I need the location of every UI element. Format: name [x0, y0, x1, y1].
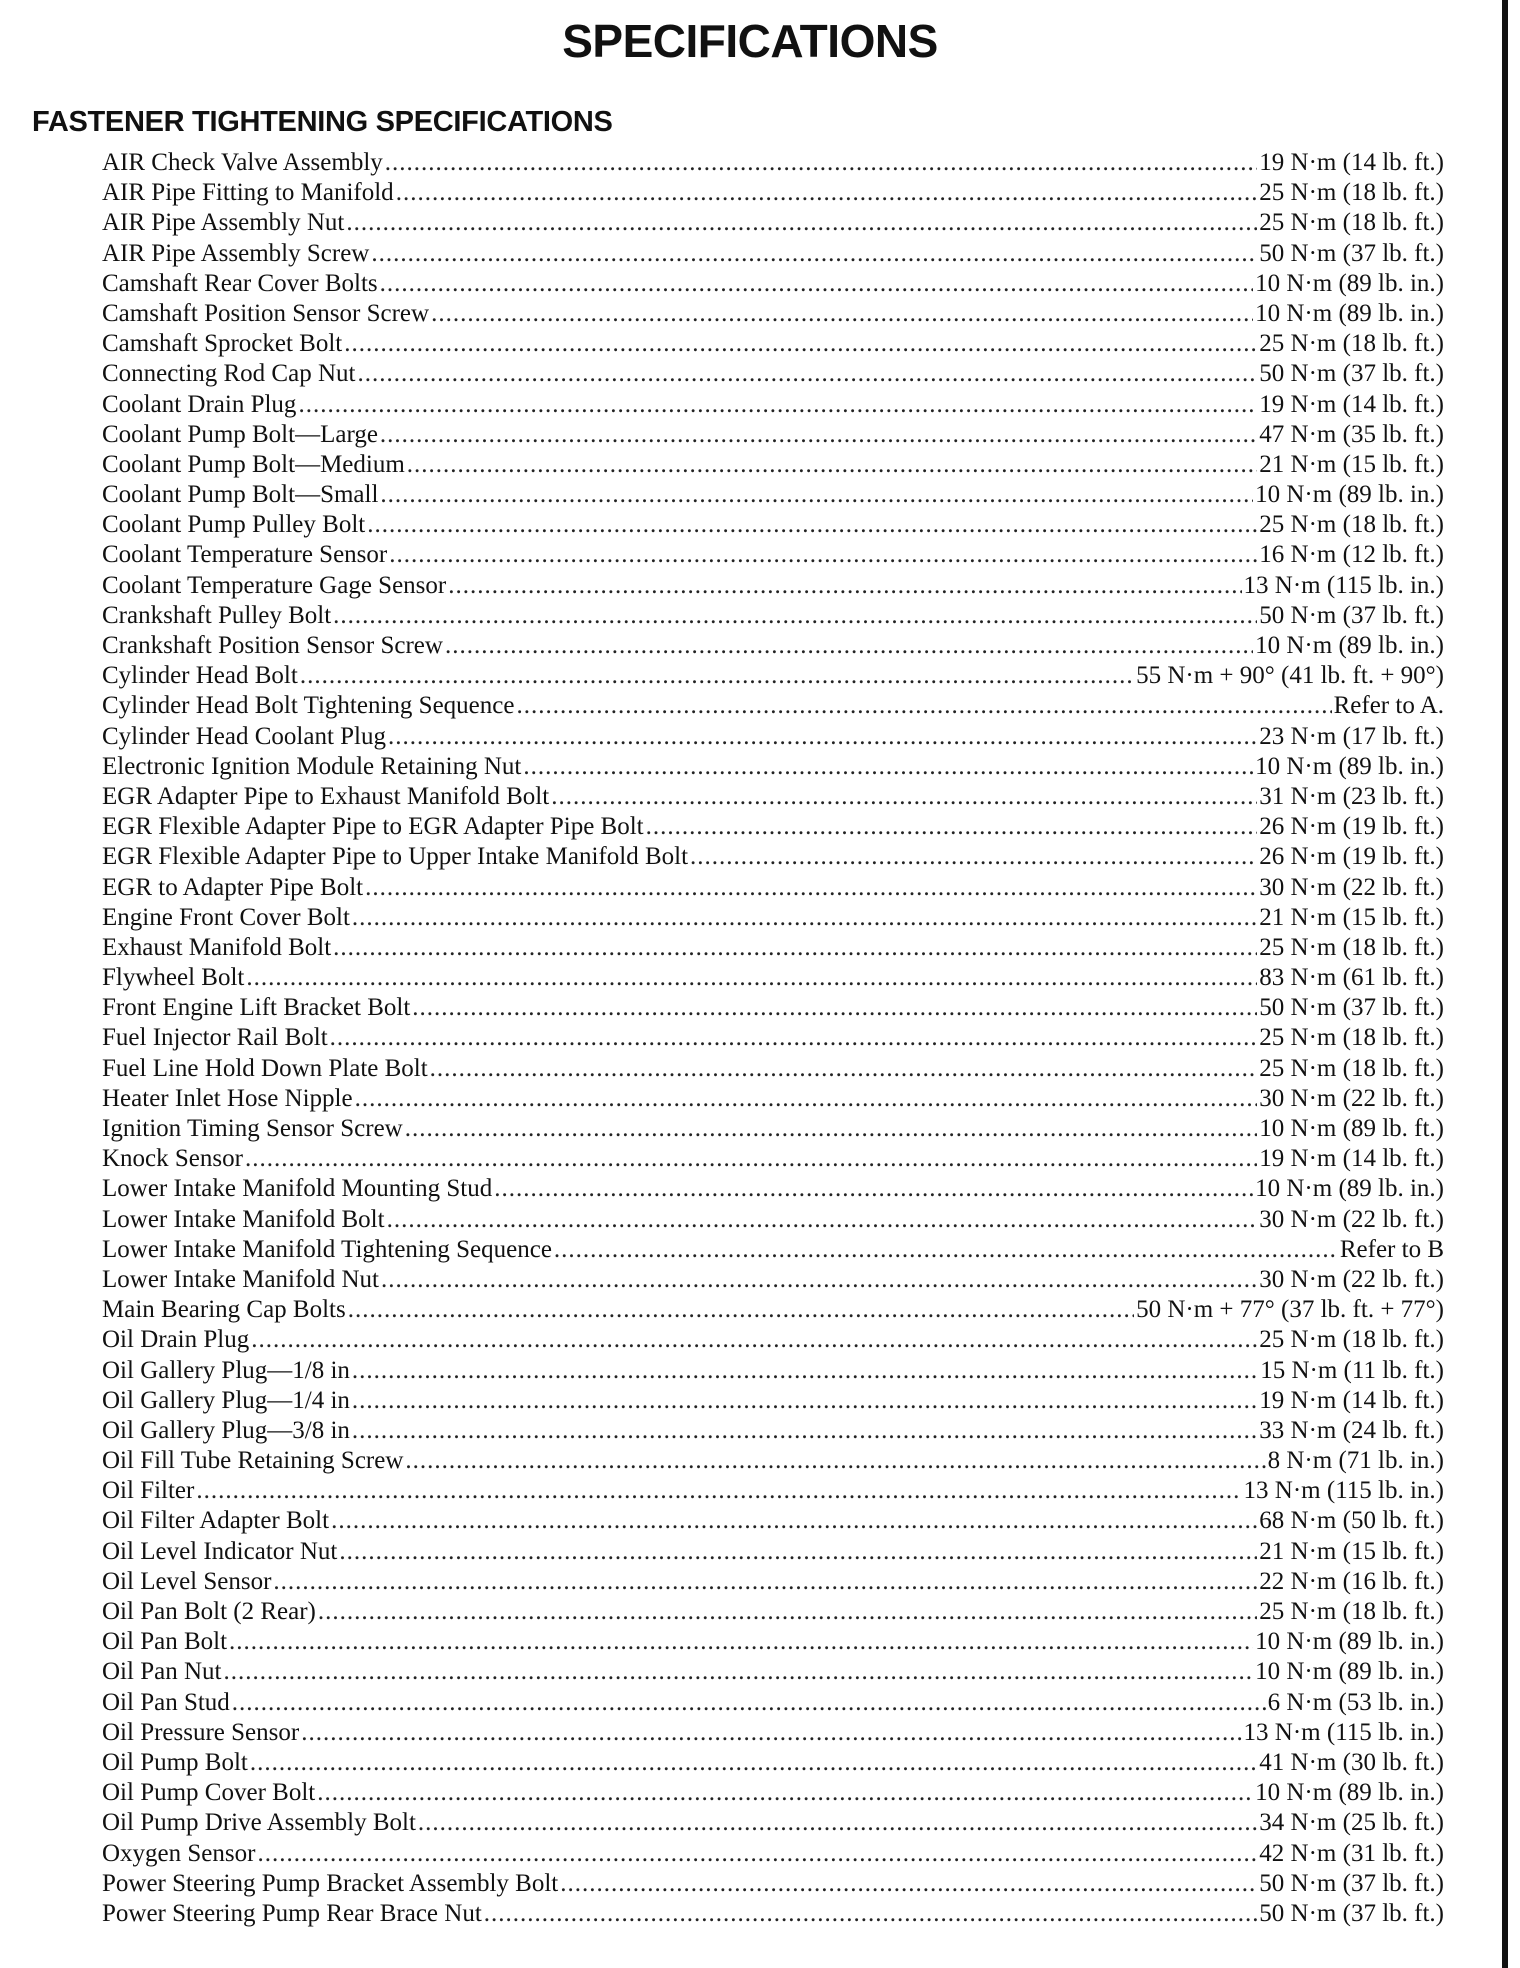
spec-row — [102, 299, 1444, 329]
spec-name: Camshaft Position Sensor Screw — [102, 299, 430, 327]
spec-row — [102, 1446, 1444, 1476]
spec-row — [102, 359, 1444, 389]
dot-leader — [396, 178, 1258, 208]
spec-name: Oil Level Indicator Nut — [102, 1537, 338, 1565]
dot-leader — [560, 1869, 1257, 1899]
spec-value: 21 N·m (15 lb. ft.) — [1259, 450, 1444, 478]
dot-leader — [246, 963, 1257, 993]
dot-leader — [646, 812, 1258, 842]
spec-value: 55 N·m + 90° (41 lb. ft. + 90°) — [1136, 662, 1444, 690]
dot-leader — [317, 1778, 1253, 1808]
spec-list — [102, 148, 1444, 1929]
spec-value: 19 N·m (14 lb. ft.) — [1259, 1386, 1444, 1414]
spec-value: 10 N·m (89 lb. in.) — [1255, 1779, 1444, 1807]
spec-name: Camshaft Sprocket Bolt — [102, 330, 343, 358]
spec-row — [102, 722, 1444, 752]
spec-value: 50 N·m (37 lb. ft.) — [1259, 360, 1444, 388]
spec-name: Engine Front Cover Bolt — [102, 903, 350, 931]
spec-value: 10 N·m (89 lb. ft.) — [1259, 1115, 1444, 1142]
dot-leader — [418, 1808, 1257, 1838]
spec-value: 83 N·m (61 lb. ft.) — [1259, 964, 1444, 992]
dot-leader — [448, 571, 1241, 601]
spec-row — [102, 1054, 1444, 1084]
spec-row — [102, 993, 1444, 1023]
spec-row — [102, 873, 1444, 903]
spec-name: Lower Intake Manifold Mounting Stud — [102, 1175, 493, 1203]
section-title: FASTENER TIGHTENING SPECIFICATIONS — [32, 106, 613, 138]
spec-name: Oil Pressure Sensor — [102, 1718, 300, 1746]
dot-leader — [223, 1657, 1253, 1687]
spec-row — [102, 1567, 1444, 1597]
spec-name: Cylinder Head Coolant Plug — [102, 722, 386, 750]
spec-row — [102, 1205, 1444, 1235]
dot-leader — [301, 1718, 1241, 1748]
dot-leader — [346, 208, 1257, 238]
spec-row — [102, 812, 1444, 842]
spec-value: 6 N·m (53 lb. in.) — [1267, 1688, 1444, 1716]
spec-value: 41 N·m (30 lb. ft.) — [1259, 1748, 1444, 1776]
spec-value: 50 N·m (37 lb. ft.) — [1259, 601, 1444, 629]
spec-value: 10 N·m (89 lb. in.) — [1255, 1628, 1444, 1656]
spec-name: Coolant Pump Bolt—Small — [102, 481, 379, 509]
spec-value: 13 N·m (115 lb. in.) — [1243, 571, 1444, 599]
spec-value: 50 N·m (37 lb. ft.) — [1259, 1869, 1444, 1897]
dot-leader — [355, 1084, 1258, 1114]
spec-row — [102, 1235, 1444, 1265]
spec-name: Oil Pan Bolt — [102, 1628, 228, 1656]
dot-leader — [381, 1265, 1257, 1295]
dot-leader — [388, 722, 1257, 752]
spec-name: Camshaft Rear Cover Bolts — [102, 269, 378, 297]
spec-value: 21 N·m (15 lb. ft.) — [1259, 903, 1444, 931]
spec-row — [102, 601, 1444, 631]
spec-row — [102, 1416, 1444, 1446]
spec-row — [102, 963, 1444, 993]
spec-value: 25 N·m (18 lb. ft.) — [1259, 1598, 1444, 1625]
dot-leader — [352, 1416, 1257, 1446]
dot-leader — [494, 1174, 1253, 1204]
page-edge-border — [1502, 0, 1508, 1968]
spec-row — [102, 1597, 1444, 1627]
spec-row — [102, 691, 1444, 721]
spec-row — [102, 1748, 1444, 1778]
spec-value: 8 N·m (71 lb. in.) — [1267, 1447, 1444, 1475]
spec-value: 10 N·m (89 lb. in.) — [1255, 481, 1444, 509]
spec-row — [102, 1356, 1444, 1386]
spec-value: 22 N·m (16 lb. ft.) — [1259, 1567, 1444, 1595]
dot-leader — [344, 329, 1257, 359]
dot-leader — [352, 903, 1257, 933]
spec-row — [102, 842, 1444, 872]
dot-leader — [554, 1235, 1338, 1265]
spec-row — [102, 1869, 1444, 1899]
dot-leader — [405, 1114, 1258, 1144]
spec-value: 25 N·m (18 lb. ft.) — [1259, 1024, 1444, 1052]
spec-name: Crankshaft Position Sensor Screw — [102, 632, 443, 659]
dot-leader — [516, 691, 1331, 721]
spec-value: 10 N·m (89 lb. in.) — [1255, 752, 1444, 780]
spec-row — [102, 1174, 1444, 1204]
spec-value: 16 N·m (12 lb. ft.) — [1259, 541, 1444, 569]
spec-name: Oil Filter — [102, 1477, 195, 1505]
dot-leader — [352, 1356, 1258, 1386]
spec-name: Crankshaft Pulley Bolt — [102, 601, 332, 629]
spec-value: 50 N·m (37 lb. ft.) — [1259, 239, 1444, 267]
spec-name: Fuel Line Hold Down Plate Bolt — [102, 1054, 428, 1082]
spec-name: Oil Pan Bolt (2 Rear) — [102, 1598, 316, 1625]
spec-name: Lower Intake Manifold Tightening Sequence — [102, 1235, 552, 1263]
dot-leader — [412, 993, 1257, 1023]
dot-leader — [245, 1144, 1257, 1174]
spec-name: Lower Intake Manifold Nut — [102, 1265, 380, 1293]
spec-row — [102, 1114, 1444, 1144]
spec-value: 50 N·m (37 lb. ft.) — [1259, 1899, 1444, 1927]
dot-leader — [523, 752, 1253, 782]
dot-leader — [385, 148, 1258, 178]
spec-row — [102, 933, 1444, 963]
spec-name: Oil Gallery Plug—1/8 in — [102, 1356, 350, 1384]
dot-leader — [380, 480, 1253, 510]
dot-leader — [229, 1627, 1253, 1657]
spec-value: 42 N·m (31 lb. ft.) — [1259, 1839, 1444, 1867]
spec-name: Oil Pan Stud — [102, 1688, 230, 1716]
spec-row — [102, 782, 1444, 812]
dot-leader — [333, 601, 1257, 631]
spec-value: 10 N·m (89 lb. in.) — [1255, 1658, 1444, 1686]
spec-row — [102, 1808, 1444, 1838]
dot-leader — [551, 782, 1257, 812]
spec-name: Electronic Ignition Module Retaining Nut — [102, 752, 522, 780]
spec-row — [102, 1023, 1444, 1053]
spec-row — [102, 239, 1444, 269]
spec-name: EGR to Adapter Pipe Bolt — [102, 873, 364, 901]
spec-name: Oil Drain Plug — [102, 1326, 250, 1354]
dot-leader — [300, 661, 1134, 691]
spec-row — [102, 1688, 1444, 1718]
spec-value: 19 N·m (14 lb. ft.) — [1259, 1145, 1444, 1173]
dot-leader — [273, 1567, 1257, 1597]
dot-leader — [690, 842, 1257, 872]
spec-name: Coolant Pump Pulley Bolt — [102, 511, 366, 539]
spec-name: Oil Gallery Plug—1/4 in — [102, 1386, 350, 1414]
dot-leader — [405, 1446, 1265, 1476]
dot-leader — [330, 1023, 1258, 1053]
dot-leader — [250, 1748, 1257, 1778]
dot-leader — [389, 540, 1257, 570]
spec-row — [102, 1386, 1444, 1416]
spec-row — [102, 148, 1444, 178]
dot-leader — [232, 1688, 1266, 1718]
spec-name: EGR Flexible Adapter Pipe to Upper Intake Manifold Bolt — [102, 843, 689, 871]
spec-value: 31 N·m (23 lb. ft.) — [1259, 782, 1444, 810]
spec-name: AIR Check Valve Assembly — [102, 149, 383, 176]
spec-name: AIR Pipe Assembly Nut — [102, 209, 345, 237]
spec-name: Coolant Pump Bolt—Large — [102, 420, 378, 448]
spec-name: Main Bearing Cap Bolts — [102, 1296, 346, 1324]
spec-row — [102, 752, 1444, 782]
spec-value: 47 N·m (35 lb. ft.) — [1259, 420, 1444, 448]
spec-value: 50 N·m (37 lb. ft.) — [1259, 994, 1444, 1022]
spec-row — [102, 1506, 1444, 1536]
spec-name: Coolant Temperature Sensor — [102, 541, 388, 569]
dot-leader — [380, 420, 1257, 450]
spec-value: 10 N·m (89 lb. in.) — [1255, 1175, 1444, 1203]
spec-name: Oil Level Sensor — [102, 1567, 272, 1595]
spec-name: AIR Pipe Assembly Screw — [102, 239, 370, 267]
spec-value: 19 N·m (14 lb. ft.) — [1259, 390, 1444, 418]
spec-value: 68 N·m (50 lb. ft.) — [1259, 1507, 1444, 1535]
dot-leader — [387, 1205, 1258, 1235]
spec-value: 13 N·m (115 lb. in.) — [1243, 1718, 1444, 1746]
dot-leader — [333, 933, 1257, 963]
spec-value: 33 N·m (24 lb. ft.) — [1259, 1416, 1444, 1444]
spec-value: 19 N·m (14 lb. ft.) — [1259, 149, 1444, 176]
dot-leader — [331, 1506, 1257, 1536]
spec-value: 26 N·m (19 lb. ft.) — [1259, 813, 1444, 841]
spec-name: Front Engine Lift Bracket Bolt — [102, 994, 411, 1022]
spec-value: 10 N·m (89 lb. in.) — [1255, 299, 1444, 327]
spec-name: Oil Pump Cover Bolt — [102, 1779, 316, 1807]
spec-name: Coolant Temperature Gage Sensor — [102, 571, 447, 599]
dot-leader — [430, 1054, 1258, 1084]
spec-value: 23 N·m (17 lb. ft.) — [1259, 722, 1444, 750]
dot-leader — [339, 1537, 1257, 1567]
spec-row — [102, 390, 1444, 420]
spec-value: 25 N·m (18 lb. ft.) — [1259, 1326, 1444, 1354]
dot-leader — [484, 1899, 1258, 1929]
spec-name: AIR Pipe Fitting to Manifold — [102, 179, 394, 207]
spec-value: 25 N·m (18 lb. ft.) — [1259, 511, 1444, 539]
spec-row — [102, 510, 1444, 540]
spec-value: 25 N·m (18 lb. ft.) — [1259, 1054, 1444, 1082]
dot-leader — [348, 1295, 1134, 1325]
spec-row — [102, 1144, 1444, 1174]
spec-name: Oil Pan Nut — [102, 1658, 222, 1686]
spec-name: Oil Pump Bolt — [102, 1748, 248, 1776]
spec-name: Oil Fill Tube Retaining Screw — [102, 1447, 404, 1475]
spec-value: 26 N·m (19 lb. ft.) — [1259, 843, 1444, 871]
dot-leader — [445, 631, 1253, 661]
spec-name: Fuel Injector Rail Bolt — [102, 1024, 328, 1052]
spec-value: 15 N·m (11 lb. ft.) — [1260, 1356, 1444, 1384]
spec-row — [102, 1778, 1444, 1808]
spec-value: 30 N·m (22 lb. ft.) — [1259, 1084, 1444, 1112]
dot-leader — [298, 390, 1257, 420]
spec-row — [102, 178, 1444, 208]
spec-row — [102, 480, 1444, 510]
spec-name: Cylinder Head Bolt Tightening Sequence — [102, 692, 515, 720]
spec-name: EGR Flexible Adapter Pipe to EGR Adapter Pipe Bolt — [102, 813, 644, 841]
spec-name: Knock Sensor — [102, 1145, 243, 1173]
spec-value: 25 N·m (18 lb. ft.) — [1259, 330, 1444, 358]
dot-leader — [380, 269, 1253, 299]
spec-row — [102, 661, 1444, 691]
spec-row — [102, 631, 1444, 661]
spec-row — [102, 903, 1444, 933]
spec-name: Oxygen Sensor — [102, 1839, 256, 1867]
spec-name: Power Steering Pump Rear Brace Nut — [102, 1899, 482, 1927]
dot-leader — [431, 299, 1253, 329]
spec-value: 25 N·m (18 lb. ft.) — [1259, 209, 1444, 237]
dot-leader — [257, 1839, 1257, 1869]
spec-row — [102, 1718, 1444, 1748]
dot-leader — [357, 359, 1257, 389]
dot-leader — [251, 1325, 1257, 1355]
spec-value: 13 N·m (115 lb. in.) — [1243, 1477, 1444, 1505]
spec-value: Refer to B — [1339, 1235, 1444, 1263]
dot-leader — [371, 239, 1257, 269]
dot-leader — [352, 1386, 1257, 1416]
spec-value: 10 N·m (89 lb. in.) — [1255, 632, 1444, 659]
spec-row — [102, 1657, 1444, 1687]
spec-name: Oil Gallery Plug—3/8 in — [102, 1416, 350, 1444]
spec-name: Flywheel Bolt — [102, 964, 245, 992]
spec-row — [102, 1537, 1444, 1567]
spec-value: 30 N·m (22 lb. ft.) — [1259, 1265, 1444, 1293]
spec-row — [102, 1265, 1444, 1295]
spec-row — [102, 1627, 1444, 1657]
spec-row — [102, 420, 1444, 450]
spec-value: 21 N·m (15 lb. ft.) — [1259, 1537, 1444, 1565]
spec-name: EGR Adapter Pipe to Exhaust Manifold Bolt — [102, 782, 550, 810]
spec-row — [102, 329, 1444, 359]
spec-value: 30 N·m (22 lb. ft.) — [1259, 1205, 1444, 1233]
spec-name: Ignition Timing Sensor Screw — [102, 1115, 403, 1142]
dot-leader — [407, 450, 1258, 480]
spec-row — [102, 1295, 1444, 1325]
spec-value: 30 N·m (22 lb. ft.) — [1259, 873, 1444, 901]
spec-row — [102, 1084, 1444, 1114]
spec-row — [102, 1899, 1444, 1929]
spec-row — [102, 1476, 1444, 1506]
page-title: SPECIFICATIONS — [562, 15, 938, 67]
spec-name: Connecting Rod Cap Nut — [102, 360, 356, 388]
spec-name: Heater Inlet Hose Nipple — [102, 1084, 353, 1112]
spec-row — [102, 1325, 1444, 1355]
spec-name: Coolant Drain Plug — [102, 390, 297, 418]
spec-value: 10 N·m (89 lb. in.) — [1255, 269, 1444, 297]
spec-name: Power Steering Pump Bracket Assembly Bolt — [102, 1869, 559, 1897]
spec-name: Exhaust Manifold Bolt — [102, 933, 332, 961]
spec-name: Cylinder Head Bolt — [102, 662, 298, 690]
spec-row — [102, 450, 1444, 480]
dot-leader — [367, 510, 1257, 540]
spec-value: 34 N·m (25 lb. ft.) — [1259, 1809, 1444, 1837]
spec-row — [102, 1839, 1444, 1869]
spec-name: Coolant Pump Bolt—Medium — [102, 450, 405, 478]
spec-name: Oil Filter Adapter Bolt — [102, 1507, 330, 1535]
spec-row — [102, 269, 1444, 299]
spec-value: Refer to A. — [1333, 692, 1444, 720]
spec-value: 25 N·m (18 lb. ft.) — [1259, 179, 1444, 207]
spec-name: Lower Intake Manifold Bolt — [102, 1205, 385, 1233]
spec-row — [102, 208, 1444, 238]
dot-leader — [365, 873, 1257, 903]
spec-value: 25 N·m (18 lb. ft.) — [1259, 933, 1444, 961]
spec-row — [102, 571, 1444, 601]
dot-leader — [196, 1476, 1241, 1506]
spec-name: Oil Pump Drive Assembly Bolt — [102, 1809, 416, 1837]
spec-value: 50 N·m + 77° (37 lb. ft. + 77°) — [1136, 1296, 1444, 1324]
dot-leader — [318, 1597, 1257, 1627]
spec-row — [102, 540, 1444, 570]
